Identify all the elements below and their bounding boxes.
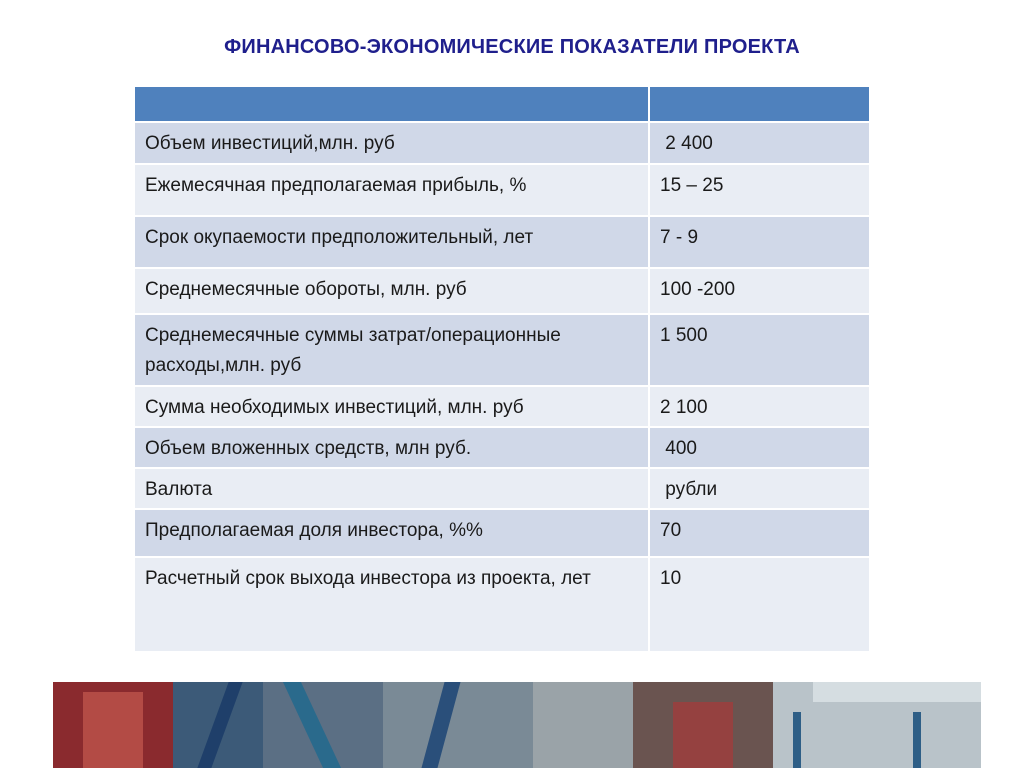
header-cell-value [649,86,870,122]
row-label: Объем вложенных средств, млн руб. [134,427,649,468]
table-row [134,122,870,164]
row-value: 100 -200 [649,268,870,314]
row-value: 1 500 [649,314,870,386]
row-label: Валюта [134,468,649,509]
row-label: Среднемесячные суммы затрат/операционные расходы,млн. руб [134,314,649,386]
table-row [134,268,870,314]
table-header-row [134,86,870,122]
row-label: Предполагаемая доля инвестора, %% [134,509,649,557]
row-label: Ежемесячная предполагаемая прибыль, % [134,164,649,216]
table-row [134,164,870,216]
row-value: рубли [649,468,870,509]
table-row [134,314,870,386]
row-value: 2 400 [649,122,870,164]
header-cell-indicator [134,86,649,122]
table-row [134,386,870,427]
page-title: ФИНАНСОВО-ЭКОНОМИЧЕСКИЕ ПОКАЗАТЕЛИ ПРОЕКТА [224,36,800,58]
row-value: 10 [649,557,870,652]
row-value: 7 - 9 [649,216,870,268]
row-label: Сумма необходимых инвестиций, млн. руб [134,386,649,427]
table-row [134,468,870,509]
indicators-table [133,85,871,653]
row-value: 15 – 25 [649,164,870,216]
table-row [134,216,870,268]
row-label: Среднемесячные обороты, млн. руб [134,268,649,314]
table-row [134,509,870,557]
decorative-factory-photo [53,682,981,768]
table-row [134,427,870,468]
row-label: Срок окупаемости предположительный, лет [134,216,649,268]
row-value: 400 [649,427,870,468]
row-label: Объем инвестиций,млн. руб [134,122,649,164]
table-row [134,557,870,652]
row-label: Расчетный срок выхода инвестора из проекта, лет [134,557,649,652]
row-value: 2 100 [649,386,870,427]
row-value: 70 [649,509,870,557]
